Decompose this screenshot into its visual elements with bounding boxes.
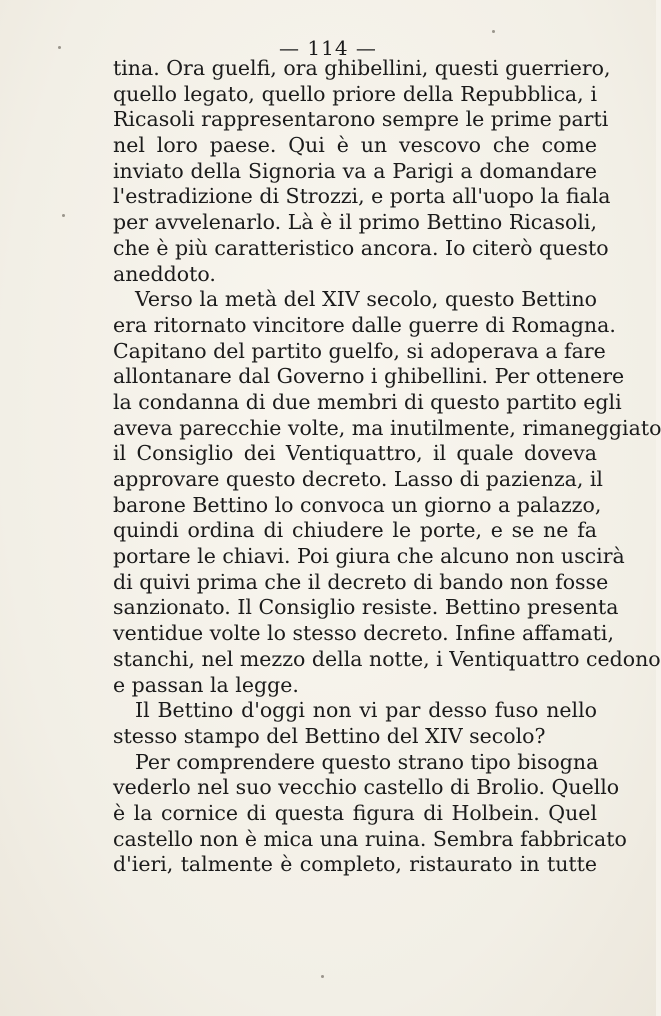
text-line: portare le chiavi. Poi giura che alcuno non uscirà — [113, 544, 625, 569]
text-line: per avvelenarlo. Là è il primo Bettino Ricasoli, — [113, 210, 597, 235]
text-line: Capitano del partito guelfo, si adoperava a fare — [113, 338, 606, 363]
text-line: era ritornato vincitore dalle guerre di Romagna. — [113, 312, 616, 337]
text-line: Ricasoli rappresentarono sempre le prime parti — [113, 107, 609, 132]
text-line: l'estradizione di Strozzi, e porta all'uopo la fiala — [113, 184, 611, 209]
body-text — [113, 56, 661, 878]
text-line: approvare questo decreto. Lasso di pazienza, il — [113, 467, 603, 491]
text-line: nel loro paese. Qui è un vescovo che come — [113, 133, 597, 158]
paper-speck — [321, 975, 324, 978]
text-line: è la cornice di questa figura di Holbein. Quel — [113, 800, 597, 825]
page-number: — 114 — — [279, 36, 377, 60]
paper-speck — [62, 214, 65, 217]
text-line: allontanare dal Governo i ghibellini. Per ottenere — [113, 364, 625, 389]
text-line: la condanna di due membri di questo partito egli — [113, 389, 622, 414]
text-line: tina. Ora guelfi, ora ghibellini, questi guerriero, — [113, 56, 611, 80]
text-line: aneddoto. — [113, 261, 216, 286]
text-line: castello non è mica una ruina. Sembra fabbricato — [113, 826, 627, 851]
text-line: sanzionato. Il Consiglio resiste. Bettino presenta — [113, 595, 619, 620]
text-line: quindi ordina di chiudere le porte, e se ne fa — [113, 518, 597, 543]
text-line: quello legato, quello priore della Repubblica, i — [113, 81, 597, 106]
paper-speck — [492, 30, 495, 33]
text-line: barone Bettino lo convoca un giorno a palazzo, — [113, 492, 602, 517]
text-line: stesso stampo del Bettino del XIV secolo? — [113, 723, 546, 748]
text-line: ventidue volte lo stesso decreto. Infine affamati, — [113, 621, 614, 646]
text-line: vederlo nel suo vecchio castello di Brolio. Quello — [113, 775, 620, 800]
text-line: d'ieri, talmente è completo, ristaurato in tutte — [113, 852, 597, 877]
text-line: stanchi, nel mezzo della notte, i Ventiquattro cedono — [113, 646, 661, 671]
paper-speck — [58, 46, 61, 49]
text-line: Verso la metà del XIV secolo, questo Bettino — [135, 287, 597, 312]
text-line: il Consiglio dei Ventiquattro, il quale doveva — [113, 441, 597, 466]
text-line: inviato della Signoria va a Parigi a domandare — [113, 158, 597, 183]
text-line: Il Bettino d'oggi non vi par desso fuso nello — [135, 698, 597, 723]
text-line: di quivi prima che il decreto di bando non fosse — [113, 569, 609, 594]
text-line: Per comprendere questo strano tipo bisogna — [135, 749, 599, 774]
text-line: e passan la legge. — [113, 672, 299, 697]
text-line: aveva parecchie volte, ma inutilmente, rimaneggiato — [113, 415, 661, 440]
text-line: che è più caratteristico ancora. Io citerò questo — [113, 235, 609, 260]
